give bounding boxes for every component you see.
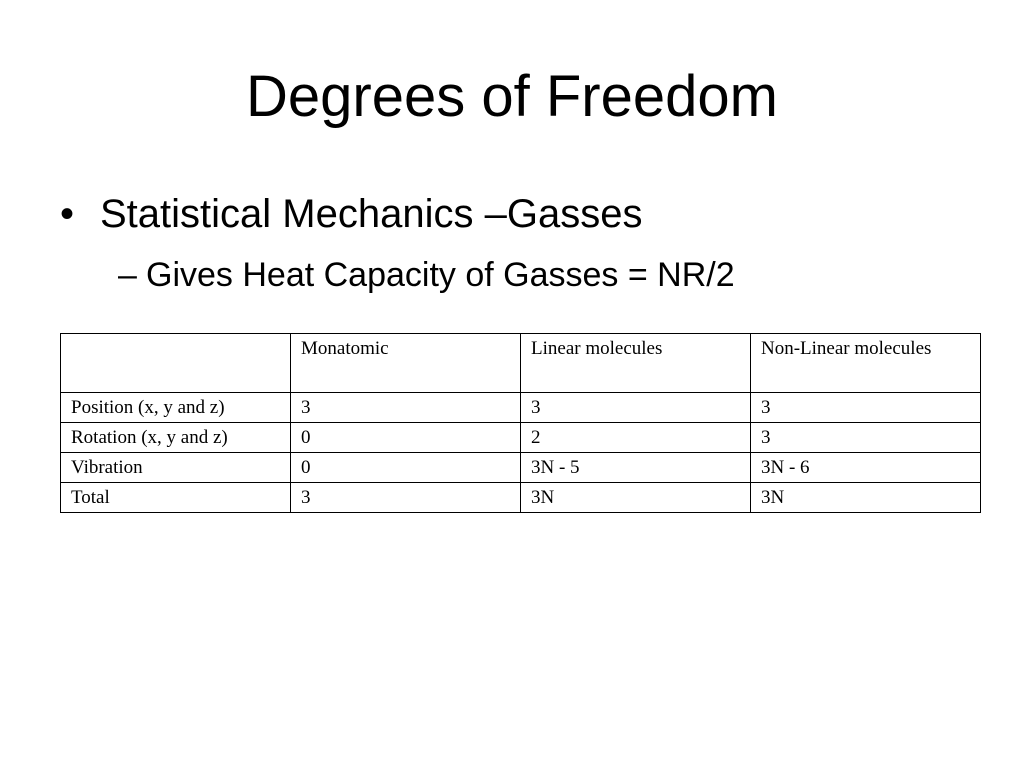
header-cell-nonlinear: Non-Linear molecules (751, 334, 981, 393)
table-row (61, 423, 981, 453)
bullet-item (60, 190, 642, 238)
row-label: Position (x, y and z) (61, 393, 291, 423)
table-cell: 0 (291, 453, 521, 483)
sub-bullet-item (118, 254, 735, 296)
table-row (61, 453, 981, 483)
row-label: Vibration (61, 453, 291, 483)
row-label: Total (61, 483, 291, 513)
table-cell: 3 (291, 483, 521, 513)
header-cell-monatomic: Monatomic (291, 334, 521, 393)
table-cell: 0 (291, 423, 521, 453)
table-cell: 3 (751, 423, 981, 453)
table-cell: 3 (291, 393, 521, 423)
bullet-glyph: • (60, 192, 75, 236)
row-label: Rotation (x, y and z) (61, 423, 291, 453)
bullet-text: Statistical Mechanics –Gasses (100, 192, 643, 236)
table-cell: 3N (751, 483, 981, 513)
table-cell: 3N - 5 (521, 453, 751, 483)
sub-bullet-text: Gives Heat Capacity of Gasses = NR/2 (146, 256, 735, 294)
table-cell: 3N (521, 483, 751, 513)
table-header-row (61, 334, 981, 393)
table-cell: 3 (751, 393, 981, 423)
table-row (61, 483, 981, 513)
degrees-of-freedom-table (60, 333, 981, 513)
table-cell: 2 (521, 423, 751, 453)
sub-bullet-glyph: – (118, 256, 137, 294)
table-row (61, 393, 981, 423)
header-cell-empty (61, 334, 291, 393)
table-cell: 3N - 6 (751, 453, 981, 483)
table-cell: 3 (521, 393, 751, 423)
header-cell-linear: Linear molecules (521, 334, 751, 393)
slide-title: Degrees of Freedom (246, 64, 778, 129)
